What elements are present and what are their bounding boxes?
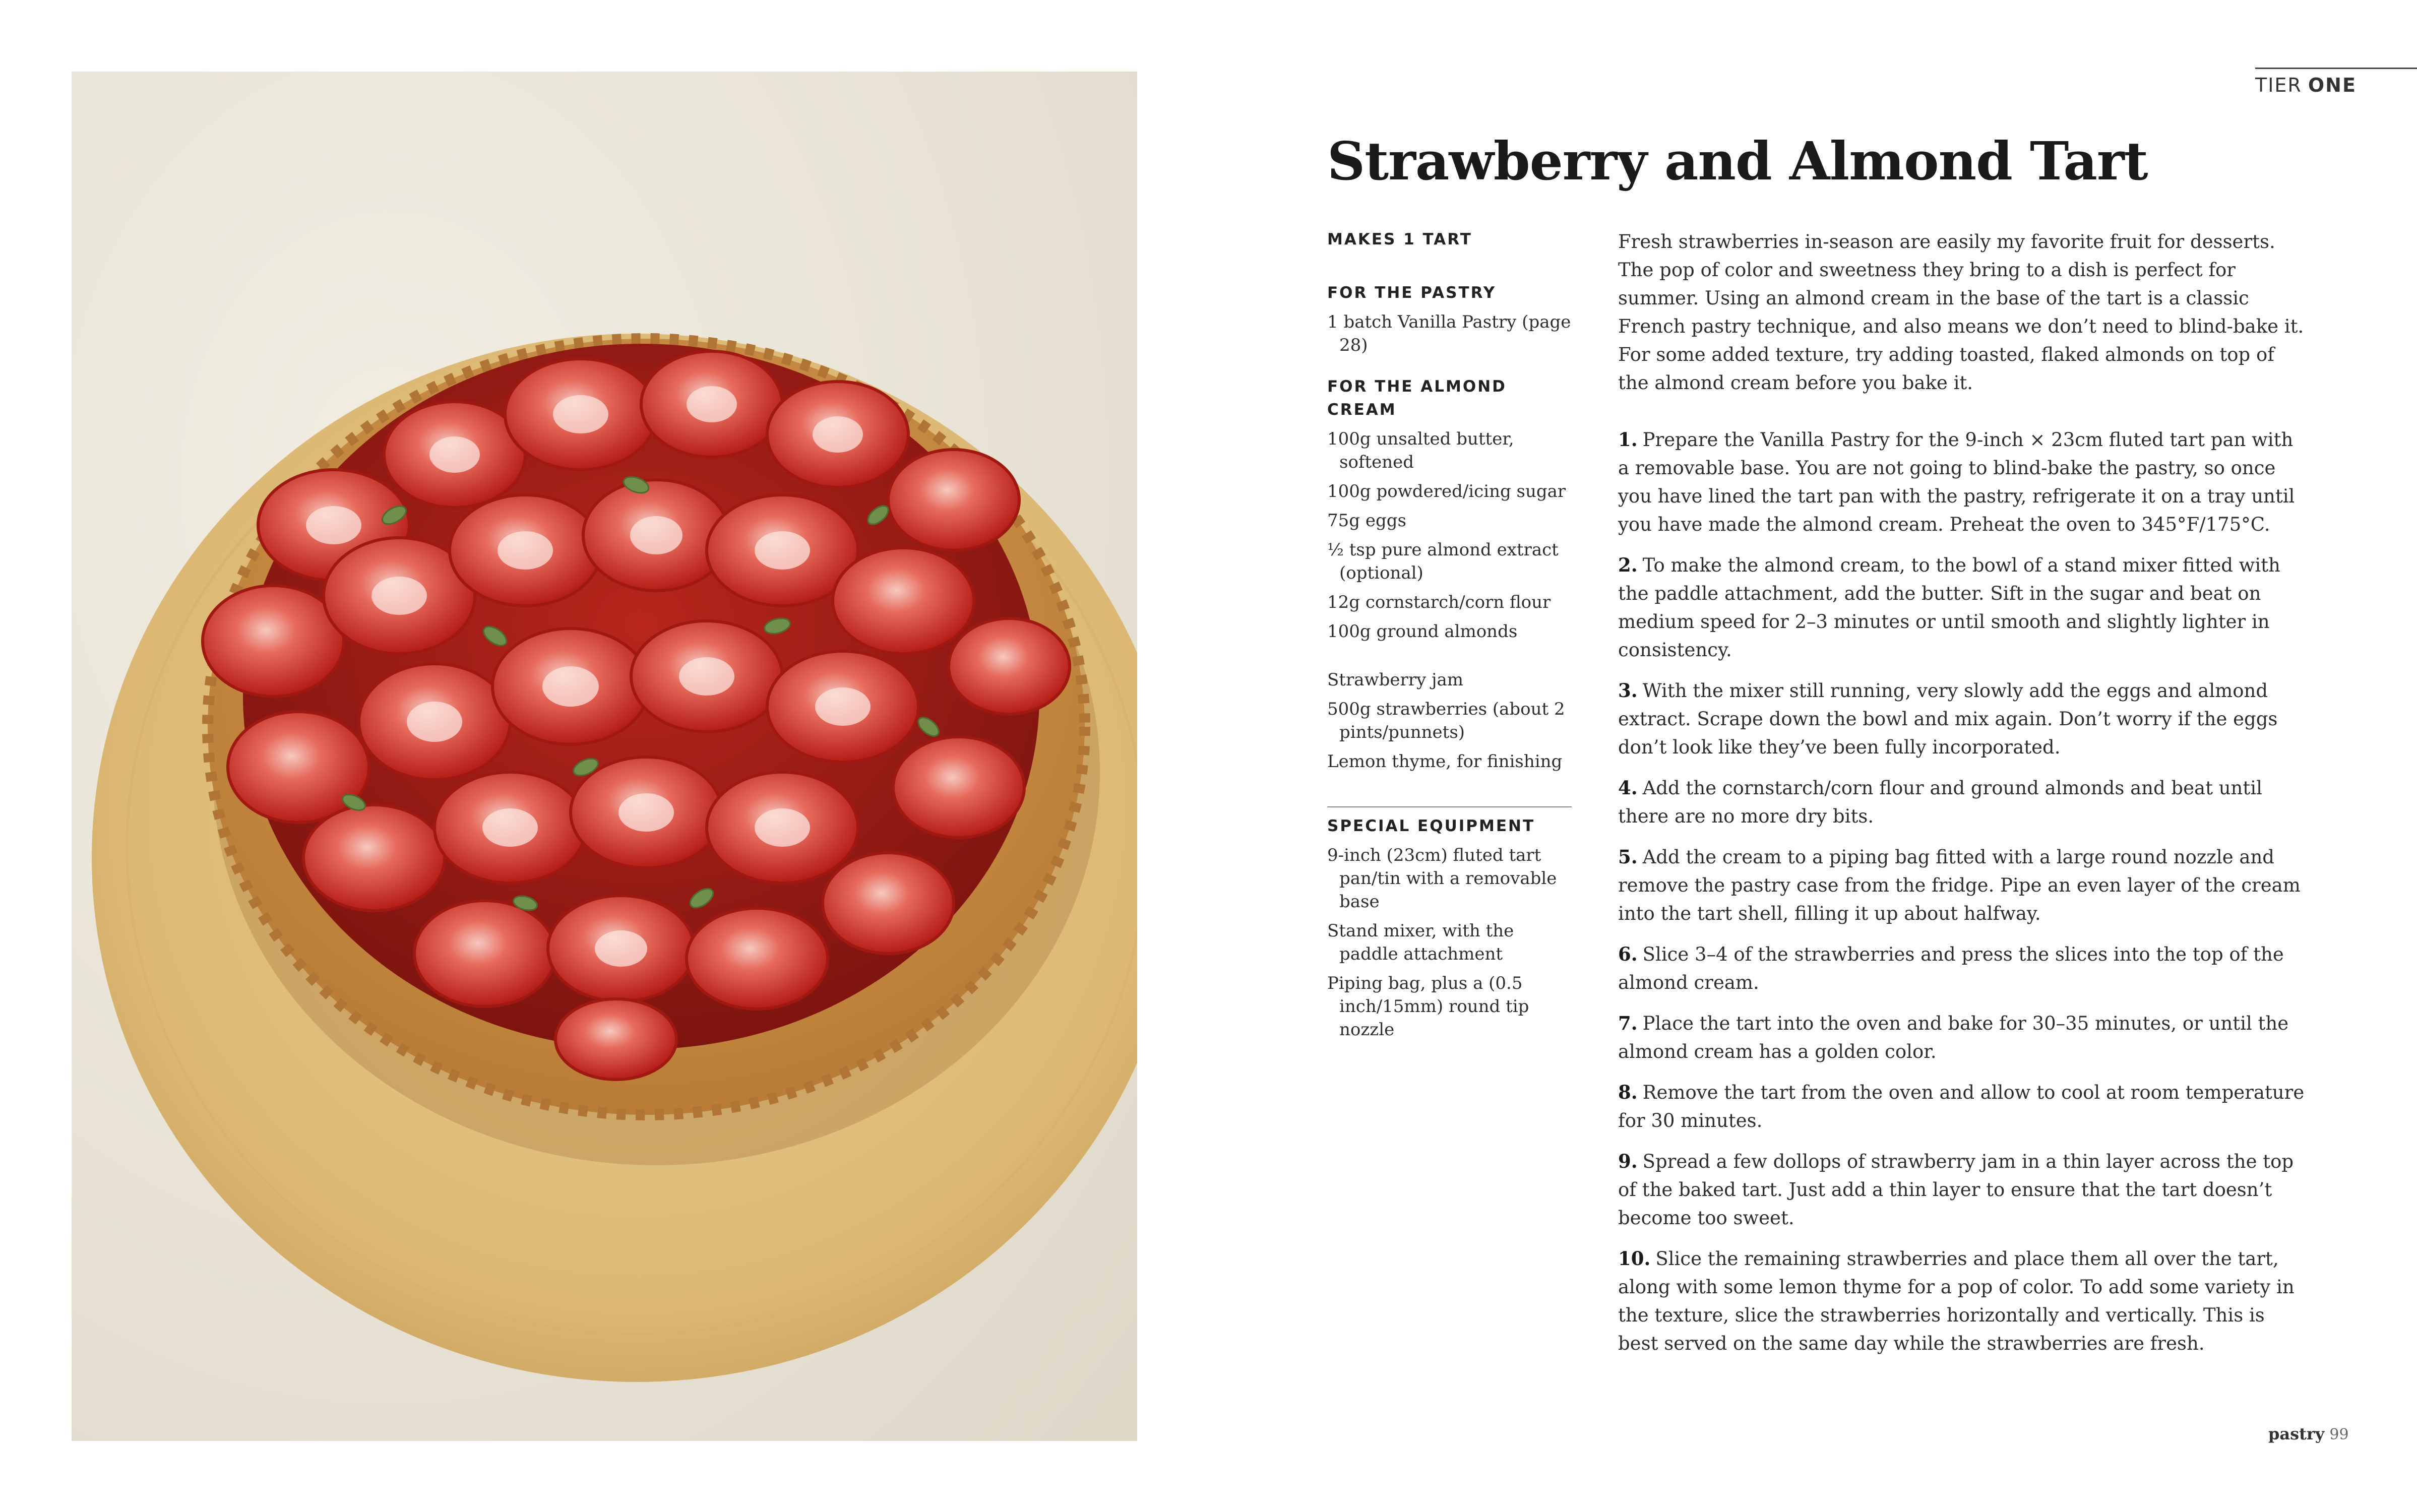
method-step (1618, 940, 2305, 997)
step-number: 2. (1618, 554, 1638, 576)
method-column (1618, 228, 2305, 1370)
almond-cream-group (1327, 375, 1572, 643)
tier-label (2255, 68, 2417, 96)
step-text: Spread a few dollops of strawberry jam in a thin layer across the top of the baked tart. Just add a thin layer to ensure that the tart doesn’t become too sweet. (1618, 1151, 2294, 1229)
step-text: Slice the remaining strawberries and place them all over the tart, along with some lemon thyme for a pop of color. To add some variety in the texture, slice the strawberries horizontally and vertically. This is best served on the same day while the strawberries are fresh. (1618, 1248, 2295, 1354)
step-number: 4. (1618, 777, 1638, 799)
equipment-item: Stand mixer, with the paddle attachment (1327, 921, 1514, 964)
ingredient-item: 500g strawberries (about 2 pints/punnets) (1327, 699, 1565, 742)
step-text: Place the tart into the oven and bake for 30–35 minutes, or until the almond cream has a golden color. (1618, 1013, 2289, 1062)
ingredient-item: Lemon thyme, for finishing (1327, 751, 1563, 772)
ingredient-item: 100g unsalted butter, softened (1327, 429, 1514, 472)
step-text: Remove the tart from the oven and allow to cool at room temperature for 30 minutes. (1618, 1082, 2305, 1131)
equipment-heading: SPECIAL EQUIPMENT (1327, 817, 1535, 835)
tier-prefix: TIER (2255, 74, 2302, 96)
page-number: 99 (2329, 1426, 2349, 1443)
recipe-title: Strawberry and Almond Tart (1327, 130, 2148, 192)
ingredient-item: 1 batch Vanilla Pastry (page 28) (1327, 312, 1571, 355)
step-number: 1. (1618, 428, 1638, 451)
step-number: 9. (1618, 1150, 1638, 1172)
section-name: pastry (2268, 1424, 2325, 1443)
method-step (1618, 1078, 2305, 1135)
equipment-item: Piping bag, plus a (0.5 inch/15mm) round tip nozzle (1327, 973, 1529, 1040)
page-footer (2268, 1424, 2349, 1443)
tart-illustration (72, 72, 1137, 1441)
ingredient-item: ½ tsp pure almond extract (optional) (1327, 540, 1559, 583)
tart-photo (72, 72, 1137, 1441)
topping-group (1327, 668, 1572, 773)
recipe-intro: Fresh strawberries in-season are easily my favorite fruit for desserts. The pop of color and sweetness they bring to a dish is perfect for summer. Using an almond cream in the base of the tart is a classic French pastry technique, and also means we don’t need to blind-bake it. For some added texture, try adding toasted, flaked almonds on top of the almond cream before you bake it. (1618, 231, 2304, 394)
equipment-item: 9-inch (23cm) fluted tart pan/tin with a removable base (1327, 845, 1557, 912)
almond-cream-heading: FOR THE ALMOND CREAM (1327, 377, 1507, 419)
equipment-group (1327, 806, 1572, 1041)
step-number: 7. (1618, 1012, 1638, 1034)
ingredient-item: 100g powdered/icing sugar (1327, 481, 1566, 501)
step-number: 8. (1618, 1081, 1638, 1103)
method-step (1618, 551, 2305, 664)
method-step (1618, 1244, 2305, 1358)
step-text: With the mixer still running, very slowly add the eggs and almond extract. Scrape down the bowl and mix again. Don’t worry if the eggs don’t look like they’ve been fully incorporated. (1618, 680, 2278, 758)
ingredient-item: 12g cornstarch/corn flour (1327, 592, 1551, 612)
pastry-group (1327, 281, 1572, 357)
step-number: 3. (1618, 679, 1638, 702)
tier-level: ONE (2308, 74, 2357, 96)
ingredients-sidebar (1327, 228, 1572, 1047)
step-number: 5. (1618, 846, 1638, 868)
step-text: Add the cream to a piping bag fitted with a large round nozzle and remove the pastry case from the fridge. Pipe an even layer of the cream into the tart shell, filling it up about halfway. (1618, 846, 2301, 924)
method-step (1618, 774, 2305, 831)
step-text: Slice 3–4 of the strawberries and press the slices into the top of the almond cream. (1618, 943, 2284, 993)
method-step (1618, 1147, 2305, 1232)
pastry-heading: FOR THE PASTRY (1327, 284, 1497, 302)
step-text: To make the almond cream, to the bowl of a stand mixer fitted with the paddle attachment, add the butter. Sift in the sugar and beat on medium speed for 2–3 minutes or until smooth and slightly lighter in consistency. (1618, 554, 2280, 661)
method-step (1618, 425, 2305, 539)
ingredient-item: Strawberry jam (1327, 670, 1464, 690)
method-step (1618, 1009, 2305, 1066)
method-step (1618, 676, 2305, 762)
ingredient-item: 100g ground almonds (1327, 621, 1518, 642)
step-number: 10. (1618, 1247, 1651, 1270)
step-text: Prepare the Vanilla Pastry for the 9-inch × 23cm fluted tart pan with a removable base. You are not going to blind-bake the pastry, so once you have lined the tart pan with the pastry, refrigerate it on a tray until you have made the almond cream. Preheat the oven to 345°F/175°C. (1618, 429, 2295, 535)
step-number: 6. (1618, 943, 1638, 965)
ingredient-item: 75g eggs (1327, 511, 1406, 531)
method-step (1618, 843, 2305, 928)
recipe-yield: MAKES 1 TART (1327, 230, 1472, 248)
step-text: Add the cornstarch/corn flour and ground almonds and beat until there are no more dry bits. (1618, 777, 2262, 827)
